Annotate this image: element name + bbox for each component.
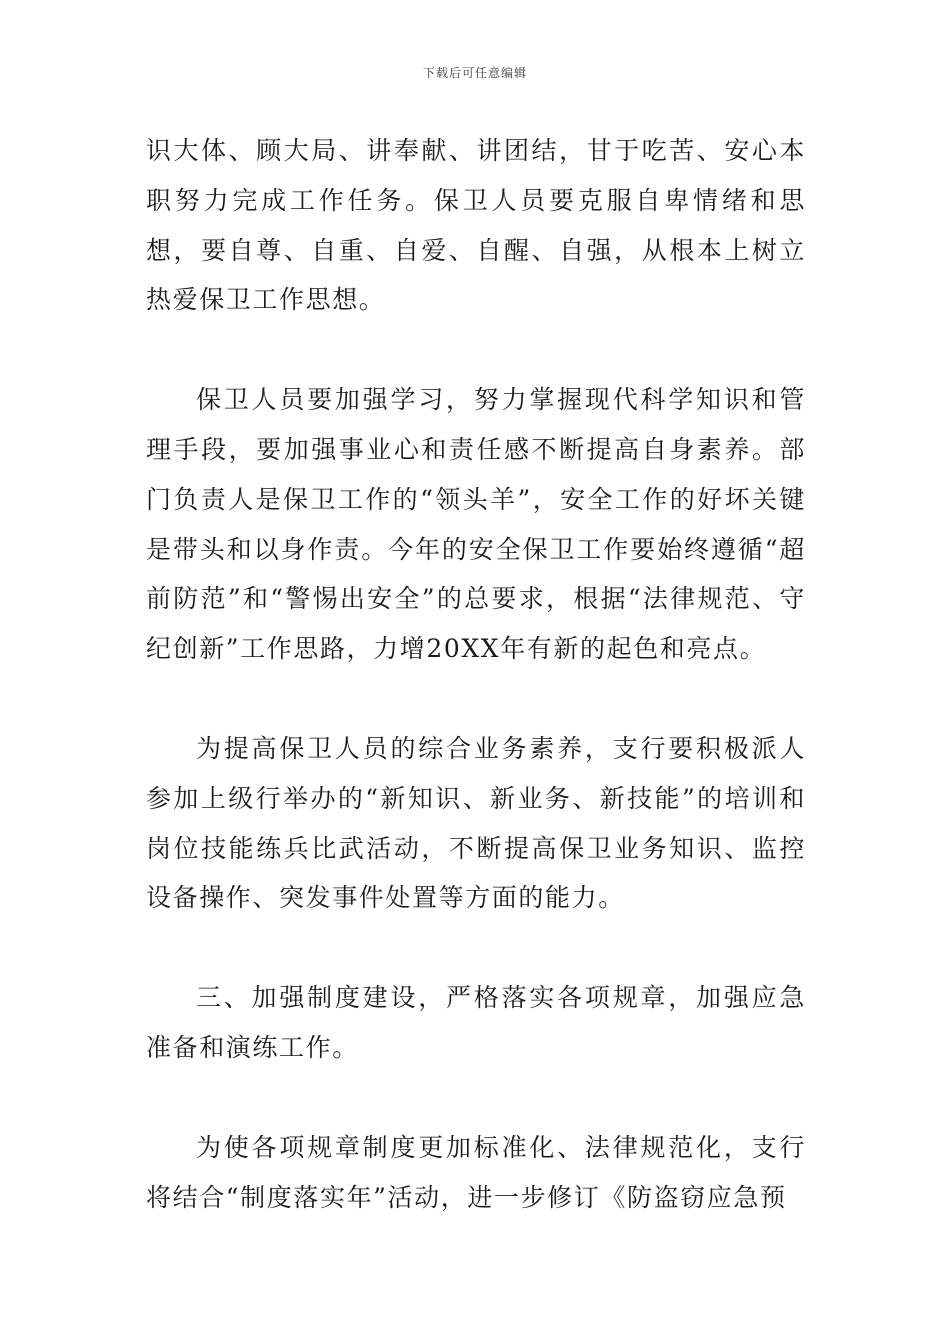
section-heading: 三、加强制度建设，严格落实各项规章，加强应急准备和演练工作。: [146, 983, 806, 1062]
document-body: [146, 126, 806, 1272]
paragraph: 为提高保卫人员的综合业务素养，支行要积极派人参加上级行举办的“新知识、新业务、新技能”的培训和岗位技能练兵比武活动，不断提高保卫业务知识、监控设备操作、突发事件处置等方面的能力。: [146, 733, 806, 913]
paragraph: 为使各项规章制度更加标准化、法律规范化，支行将结合“制度落实年”活动，进一步修订《防盗窃应急预: [146, 1132, 806, 1212]
paragraph: 保卫人员要加强学习，努力掌握现代科学知识和管理手段，要加强事业心和责任感不断提高自身素养。部门负责人是保卫工作的“领头羊”，安全工作的好坏关键是带头和以身作责。今年的安全保卫工作要始终遵循“超前防范”和“警惕出安全”的总要求，根据“法律规范、守纪创新”工作思路，力增20XX年有新的起色和亮点。: [146, 385, 806, 664]
page-header: 下载后可任意编辑: [422, 66, 527, 80]
paragraph: 识大体、顾大局、讲奉献、讲团结，甘于吃苦、安心本职努力完成工作任务。保卫人员要克服自卑情绪和思想，要自尊、自重、自爱、自醒、自强，从根本上树立热爱保卫工作思想。: [146, 136, 806, 315]
